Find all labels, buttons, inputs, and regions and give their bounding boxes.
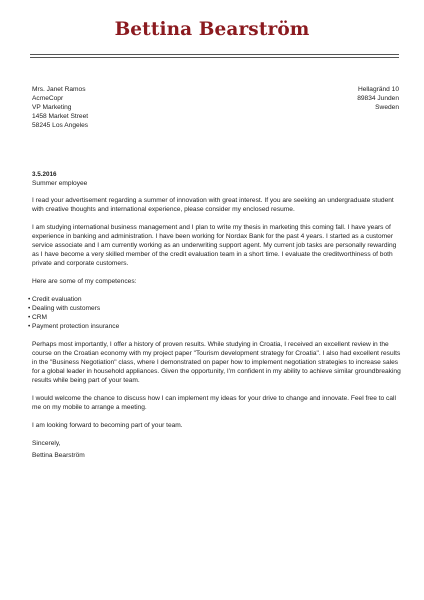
bullet-icon: • bbox=[28, 296, 31, 303]
letter-body bbox=[28, 196, 404, 469]
bullet-icon: • bbox=[28, 323, 31, 330]
sender-street: Hellagränd 10 bbox=[357, 86, 399, 93]
competences-list bbox=[28, 295, 404, 331]
competences-intro: Here are some of my competences: bbox=[32, 278, 137, 285]
signature: Bettina Bearström bbox=[32, 452, 85, 459]
sender-city: 89834 Junden bbox=[357, 95, 399, 102]
list-item: • Credit evaluation bbox=[28, 296, 82, 303]
header-rule-top bbox=[30, 54, 399, 55]
sender-country: Sweden bbox=[375, 104, 399, 111]
recipient-city: 58245 Los Angeles bbox=[32, 122, 89, 129]
recipient-title: VP Marketing bbox=[32, 104, 72, 111]
closing: Sincerely, bbox=[32, 440, 61, 447]
list-item: • Payment protection insurance bbox=[28, 323, 120, 330]
recipient-name: Mrs. Janet Ramos bbox=[32, 86, 86, 93]
paragraph-background: I am studying international business management and I plan to write my thesis in marketing this coming fall. I have years of experience in banking and administration. I have been working for Nordax Bank for the past 4 years. I started as a customer service associate and I am currently working as an underwriting support agent. My current job tasks are personally rewarding as I have become a very skilled member of the credit evaluation team in a short time. I evaluate the creditworthiness of both private and corporate customers. bbox=[32, 224, 397, 267]
paragraph-closing-line: I am looking forward to becoming part of your team. bbox=[32, 422, 183, 429]
letter-date: 3.5.2016 bbox=[32, 171, 57, 178]
paragraph-results: Perhaps most importantly, I offer a history of proven results. While studying in Croatia, I received an excellent review in the course on the Croatian economy with my project paper "Tourism development strategy for Croatia". I also had excellent results in the "Business Negotiation" class, where I demonstrated on paper how to implement negotiation strategies to increase sales for a global leader in household appliances. Given the opportunity, I'm confident in my ability to achieve similar groundbreaking results while being part of your team. bbox=[32, 341, 401, 384]
paragraph-meeting: I would welcome the chance to discuss how I can implement my ideas for your drive to change and innovate. Feel free to call me on my mobile to arrange a meeting. bbox=[32, 395, 396, 411]
letter-subject: Summer employee bbox=[32, 180, 88, 187]
recipient-address bbox=[32, 85, 88, 130]
recipient-street: 1458 Market Street bbox=[32, 113, 89, 120]
applicant-name: Bettina Bearström bbox=[114, 19, 310, 40]
bullet-icon: • bbox=[28, 305, 31, 312]
bullet-icon: • bbox=[28, 314, 31, 321]
paragraph-intro: I read your advertisement regarding a summer of innovation with great interest. If you are seeking an undergraduate student with creative thoughts and international experience, please consider my enclosed resume. bbox=[32, 197, 394, 213]
list-item: • CRM bbox=[28, 314, 48, 321]
header-rule-bottom bbox=[30, 57, 399, 58]
recipient-company: AcmeCopr bbox=[32, 95, 64, 102]
list-item: • Dealing with customers bbox=[28, 305, 101, 312]
sender-address bbox=[357, 85, 399, 112]
